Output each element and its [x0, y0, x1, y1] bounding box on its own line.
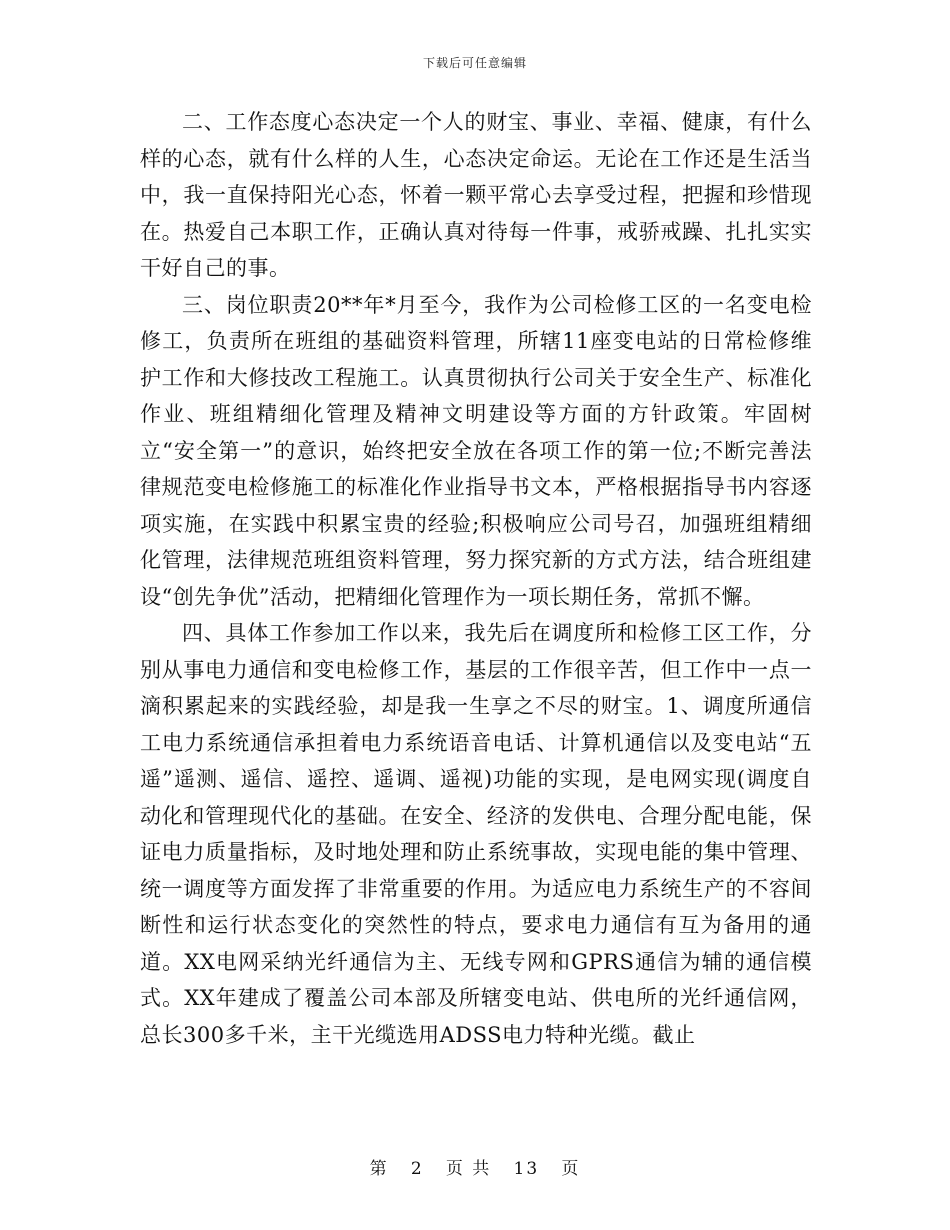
document-body [140, 104, 812, 1053]
footer-total-pages: 13 [513, 1159, 540, 1179]
paragraph-duties: 三、岗位职责20**年*月至今，我作为公司检修工区的一名变电检修工，负责所在班组的基础资料管理，所辖11座变电站的日常检修维护工作和大修技改工程施工。认真贯彻执行公司关于安全生产、标准化作业、班组精细化管理及精神文明建设等方面的方针政策。牢固树立“安全第一”的意识，始终把安全放在各项工作的第一位;不断完善法律规范变电检修施工的标准化作业指导书文本，严格根据指导书内容逐项实施，在实践中积累宝贵的经验;积极响应公司号召，加强班组精细化管理，法律规范班组资料管理，努力探究新的方式方法，结合班组建设“创先争优”活动，把精细化管理作为一项长期任务，常抓不懈。 [140, 292, 812, 609]
footer-page-number: 2 [410, 1159, 424, 1179]
paragraph-attitude: 二、工作态度心态决定一个人的财宝、事业、幸福、健康，有什么样的心态，就有什么样的人生，心态决定命运。无论在工作还是生活当中，我一直保持阳光心态，怀着一颗平常心去享受过程，把握和珍惜现在。热爱自己本职工作，正确认真对待每一件事，戒骄戒躁、扎扎实实干好自己的事。 [140, 110, 812, 280]
footer-prefix: 第 [369, 1159, 389, 1179]
footer-suffix: 页 [561, 1159, 581, 1179]
page-footer [0, 1154, 950, 1179]
paragraph-specific-work: 四、具体工作参加工作以来，我先后在调度所和检修工区工作，分别从事电力通信和变电检修工作，基层的工作很辛苦，但工作中一点一滴积累起来的实践经验，却是我一生享之不尽的财宝。1、调度所通信工电力系统通信承担着电力系统语音电话、计算机通信以及变电站“五遥”遥测、遥信、遥控、遥调、遥视)功能的实现，是电网实现(调度自动化和管理现代化的基础。在安全、经济的发供电、合理分配电能，保证电力质量指标，及时地处理和防止系统事故，实现电能的集中管理、统一调度等方面发挥了非常重要的作用。为适应电力系统生产的不容间断性和运行状态变化的突然性的特点，要求电力通信有互为备用的通道。XX电网采纳光纤通信为主、无线专网和GPRS通信为辅的通信模式。XX年建成了覆盖公司本部及所辖变电站、供电所的光纤通信网，总长300多千米，主干光缆选用ADSS电力特种光缆。截止 [140, 621, 812, 1047]
header-note: 下载后可任意编辑 [422, 56, 527, 70]
footer-middle: 页 共 [445, 1159, 492, 1179]
